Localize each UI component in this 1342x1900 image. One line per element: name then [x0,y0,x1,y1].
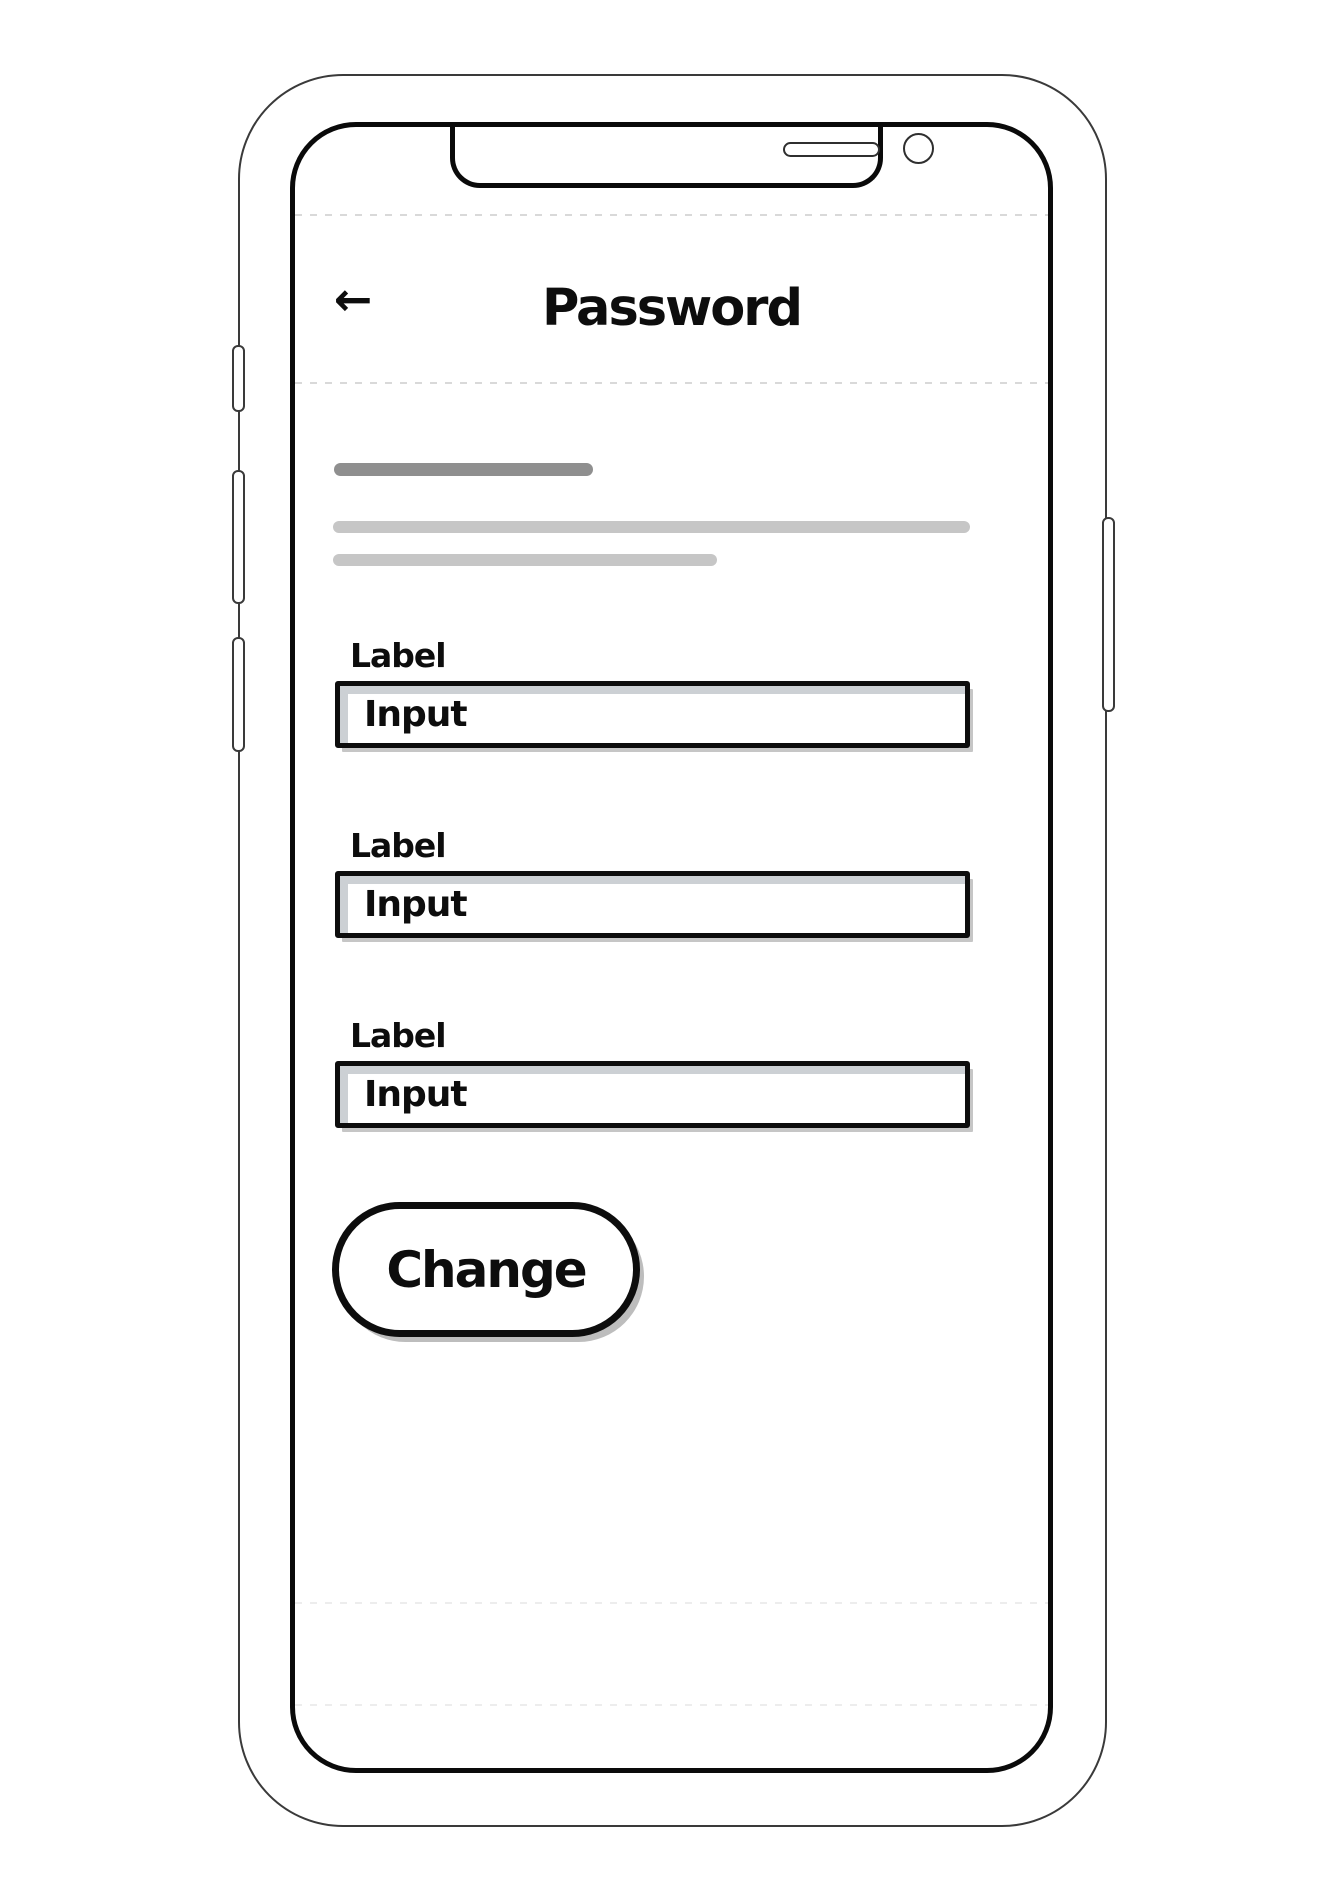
front-camera-icon [903,133,934,164]
password-input-1[interactable] [335,681,970,748]
speaker-grille-icon [783,142,880,157]
field-label-1: Label [350,636,446,675]
power-button [1102,517,1115,712]
placeholder-heading-bar [334,463,593,476]
volume-down-button [232,637,245,752]
status-bar-separator [295,214,1048,216]
placeholder-text-bar [333,521,970,533]
back-button[interactable]: ← [323,269,383,329]
change-button[interactable]: Change [332,1202,640,1337]
footer-guide-line [295,1704,1048,1706]
footer-guide-line [295,1602,1048,1604]
volume-up-button [232,470,245,604]
page-title: Password [542,279,801,338]
screen-content [295,127,1048,1768]
placeholder-text-bar [333,554,717,566]
notch [450,127,883,188]
field-label-3: Label [350,1016,446,1055]
header-separator [295,382,1048,384]
phone-frame [238,74,1107,1827]
password-input-3[interactable] [335,1061,970,1128]
phone-screen [290,122,1053,1773]
password-input-2[interactable] [335,871,970,938]
field-label-2: Label [350,826,446,865]
mute-switch [232,345,245,412]
